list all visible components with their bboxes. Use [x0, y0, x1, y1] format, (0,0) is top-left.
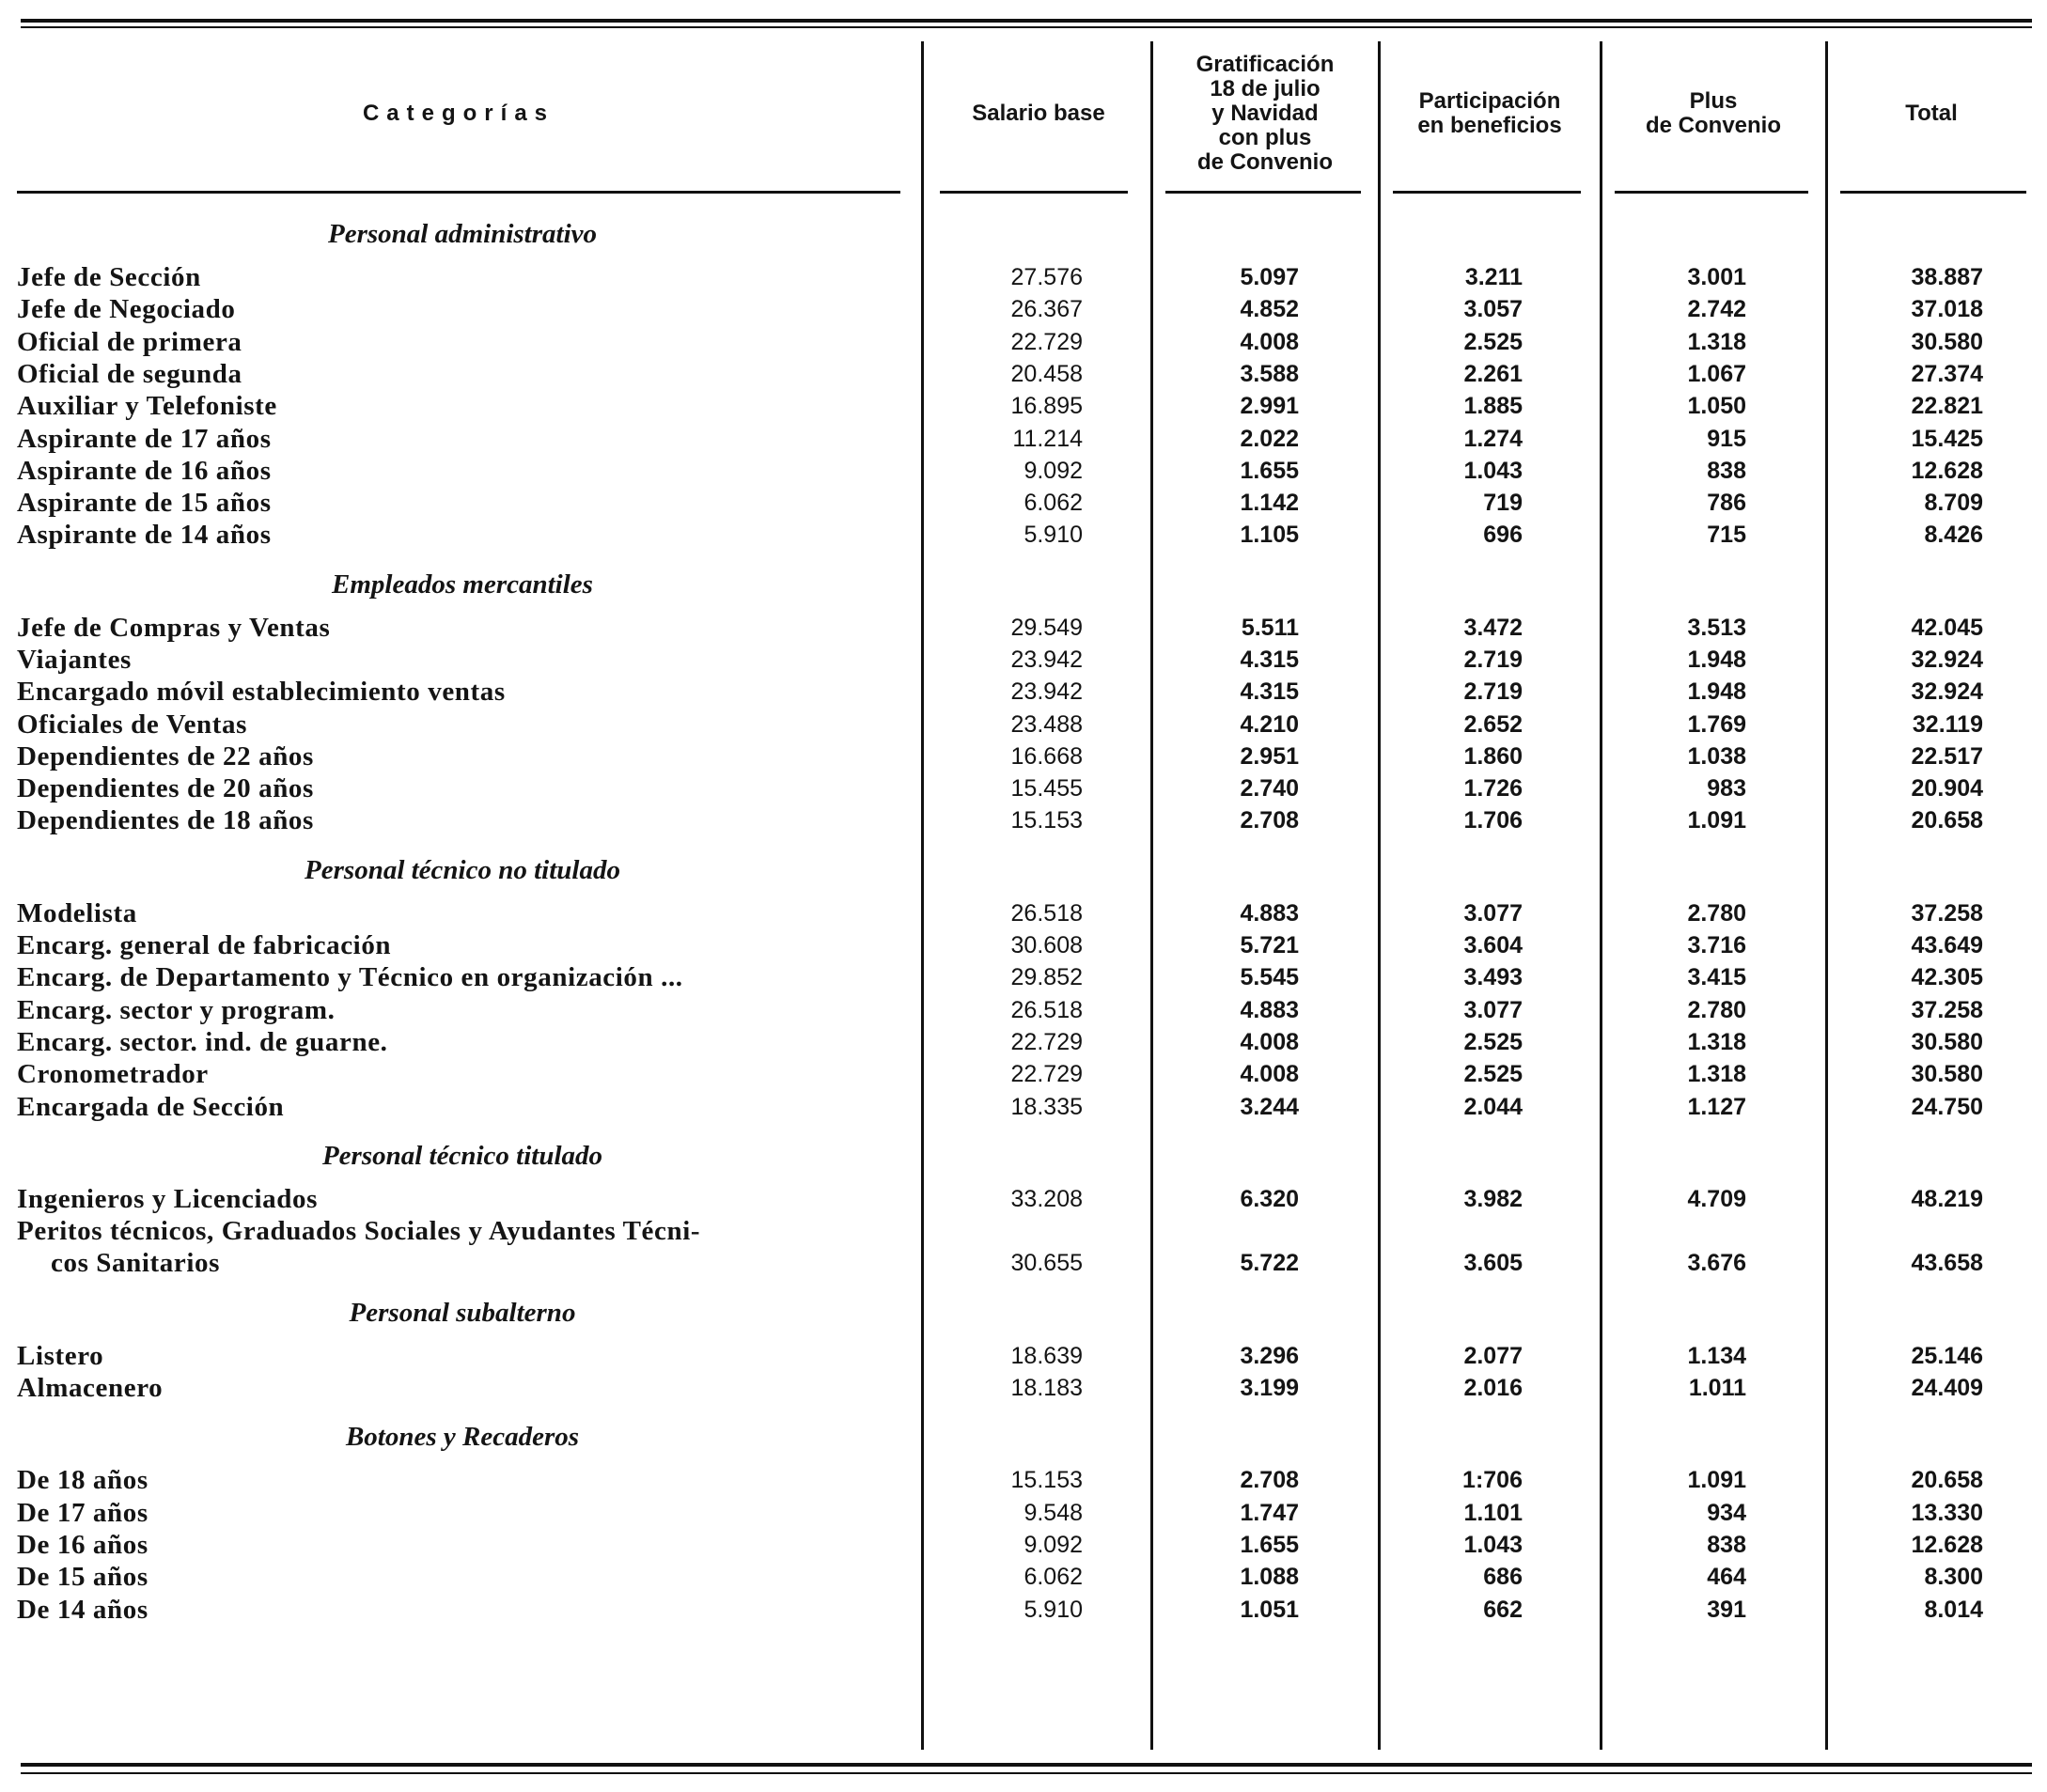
table-row [0, 1340, 2047, 1372]
category-label: Aspirante de 15 años [17, 488, 277, 518]
category-label: Viajantes [17, 645, 137, 675]
table-row [0, 261, 2047, 293]
category-cell [17, 961, 910, 993]
category-label: Peritos técnicos, Graduados Sociales y Ayudantes Técni- [17, 1216, 706, 1246]
plus-convenio-cell: 1.067 [1687, 361, 1746, 387]
participacion-cell: 2.261 [1463, 361, 1523, 387]
header-gratificacion-line: de Convenio [1196, 149, 1333, 175]
plus-convenio-cell: 3.716 [1687, 932, 1746, 958]
category-cell [17, 772, 910, 804]
category-cell [17, 1340, 910, 1372]
category-cell [17, 1529, 910, 1561]
category-label: Encarg. sector y program. [17, 995, 341, 1025]
plus-convenio-cell: 391 [1707, 1597, 1746, 1623]
category-cell [17, 929, 910, 961]
header-participacion-line: Participación [1418, 88, 1561, 114]
salario-base-cell: 15.153 [1010, 807, 1083, 834]
table-row [0, 487, 2047, 519]
participacion-cell: 3.057 [1463, 296, 1523, 322]
participacion-cell: 662 [1483, 1597, 1523, 1623]
category-label: Jefe de Negociado [17, 294, 241, 324]
salario-base-cell: 20.458 [1010, 361, 1083, 387]
gratificacion-cell: 2.022 [1240, 426, 1299, 452]
category-label: Jefe de Sección [17, 262, 207, 292]
category-label: De 17 años [17, 1498, 154, 1528]
salario-base-cell: 9.548 [1024, 1500, 1083, 1526]
participacion-cell: 3.982 [1463, 1186, 1523, 1212]
salario-base-cell: 11.214 [1012, 426, 1083, 452]
gratificacion-cell: 2.740 [1240, 775, 1299, 802]
category-cell [17, 487, 910, 519]
salario-base-cell: 23.942 [1010, 647, 1083, 673]
table-row [0, 423, 2047, 455]
plus-convenio-cell: 1.769 [1687, 711, 1746, 738]
category-cell [17, 644, 910, 676]
gratificacion-cell: 4.883 [1240, 997, 1299, 1023]
total-cell: 20.658 [1911, 807, 1983, 834]
plus-convenio-cell: 3.415 [1687, 964, 1746, 990]
category-cell [17, 326, 910, 358]
salario-base-cell: 29.852 [1010, 964, 1083, 990]
dot-leader [17, 664, 910, 667]
table-row [0, 1464, 2047, 1496]
gratificacion-cell: 2.991 [1240, 393, 1299, 419]
salario-base-cell: 9.092 [1024, 458, 1083, 484]
salario-base-cell: 26.518 [1010, 900, 1083, 927]
category-label: Auxiliar y Telefoniste [17, 391, 283, 421]
plus-convenio-cell: 1.127 [1687, 1094, 1746, 1120]
total-cell: 20.904 [1911, 775, 1983, 802]
category-label: Aspirante de 16 años [17, 456, 277, 486]
participacion-cell: 2.525 [1463, 329, 1523, 355]
total-cell: 24.409 [1911, 1375, 1983, 1401]
table-row [0, 455, 2047, 487]
participacion-cell: 1.726 [1463, 775, 1523, 802]
table-row [0, 1091, 2047, 1123]
category-cell [17, 612, 910, 644]
gratificacion-cell: 2.708 [1240, 1467, 1299, 1493]
plus-convenio-cell: 4.709 [1687, 1186, 1746, 1212]
salario-base-cell: 5.910 [1024, 1597, 1083, 1623]
salario-base-cell: 22.729 [1010, 1029, 1083, 1055]
participacion-cell: 686 [1483, 1564, 1523, 1590]
total-cell: 42.045 [1911, 615, 1983, 641]
plus-convenio-cell: 915 [1707, 426, 1746, 452]
participacion-cell: 2.044 [1463, 1094, 1523, 1120]
table-row [0, 519, 2047, 551]
section-title: Botones y Recaderos [345, 1422, 580, 1453]
gratificacion-cell: 4.315 [1240, 678, 1299, 705]
category-label: De 18 años [17, 1465, 154, 1495]
total-cell: 48.219 [1911, 1186, 1983, 1212]
plus-convenio-cell: 1.011 [1688, 1375, 1746, 1401]
plus-convenio-cell: 1.091 [1687, 1467, 1746, 1493]
header-gratificacion-line: y Navidad [1211, 101, 1319, 126]
participacion-cell: 3.077 [1463, 997, 1523, 1023]
table-row [0, 390, 2047, 422]
category-label: Oficiales de Ventas [17, 709, 253, 740]
gratificacion-cell: 1.655 [1240, 458, 1299, 484]
salario-base-cell: 23.488 [1010, 711, 1083, 738]
gratificacion-cell: 1.142 [1240, 490, 1299, 516]
category-cell [17, 519, 910, 551]
participacion-cell: 1.043 [1463, 1532, 1523, 1558]
plus-convenio-cell: 786 [1707, 490, 1746, 516]
header-plus-line: Plus [1689, 88, 1738, 114]
table-row [0, 961, 2047, 993]
plus-convenio-cell: 934 [1707, 1500, 1746, 1526]
category-cell [17, 1464, 910, 1496]
section-title: Personal administrativo [327, 219, 597, 249]
table-row [0, 804, 2047, 836]
salario-base-cell: 33.208 [1010, 1186, 1083, 1212]
category-cell [17, 804, 910, 836]
category-label: Dependientes de 18 años [17, 805, 320, 835]
salario-base-cell: 6.062 [1024, 1564, 1083, 1590]
gratificacion-cell: 5.545 [1240, 964, 1299, 990]
category-cell [17, 423, 910, 455]
category-label: Listero [17, 1341, 109, 1371]
category-cell [17, 390, 910, 422]
total-cell: 25.146 [1911, 1343, 1983, 1369]
section-title: Personal subalterno [349, 1297, 576, 1328]
total-cell: 22.517 [1911, 743, 1983, 770]
table-row [0, 1529, 2047, 1561]
gratificacion-cell: 2.708 [1240, 807, 1299, 834]
category-cell [17, 293, 910, 325]
gratificacion-cell: 5.722 [1240, 1250, 1299, 1276]
gratificacion-cell: 3.244 [1240, 1094, 1299, 1120]
header-total-label: Total [1905, 101, 1958, 126]
category-label: Dependientes de 22 años [17, 741, 320, 771]
category-cell [17, 709, 910, 740]
participacion-cell: 2.719 [1463, 647, 1523, 673]
total-cell: 32.119 [1912, 711, 1983, 738]
participacion-cell: 1:706 [1462, 1467, 1523, 1493]
category-label: Encarg. sector. ind. de guarne. [17, 1027, 394, 1057]
category-label: Aspirante de 17 años [17, 424, 277, 454]
total-cell: 32.924 [1911, 647, 1983, 673]
header-plus-line: de Convenio [1645, 113, 1781, 138]
total-cell: 8.709 [1924, 490, 1983, 516]
plus-convenio-cell: 838 [1707, 458, 1746, 484]
table-row [0, 1497, 2047, 1529]
table-row [0, 326, 2047, 358]
total-cell: 20.658 [1911, 1467, 1983, 1493]
category-cell [17, 1091, 910, 1123]
participacion-cell: 2.719 [1463, 678, 1523, 705]
gratificacion-cell: 4.852 [1240, 296, 1299, 322]
table-row [0, 358, 2047, 390]
participacion-cell: 3.211 [1464, 264, 1523, 290]
gratificacion-cell: 5.511 [1241, 615, 1299, 641]
table-row [0, 1247, 2047, 1279]
plus-convenio-cell: 2.742 [1687, 296, 1746, 322]
category-label: Modelista [17, 898, 143, 928]
gratificacion-cell: 4.315 [1240, 647, 1299, 673]
header-gratificacion-line: Gratificación [1195, 52, 1335, 77]
category-cell [17, 994, 910, 1026]
header-gratificacion-line: 18 de julio [1210, 76, 1320, 101]
category-cell [17, 1372, 910, 1404]
gratificacion-cell: 1.747 [1240, 1500, 1299, 1526]
plus-convenio-cell: 1.091 [1687, 807, 1746, 834]
total-cell: 27.374 [1911, 361, 1983, 387]
gratificacion-cell: 2.951 [1240, 743, 1299, 770]
total-cell: 38.887 [1911, 264, 1983, 290]
plus-convenio-cell: 464 [1707, 1564, 1746, 1590]
table-row [0, 1561, 2047, 1593]
category-cell [17, 1561, 910, 1593]
participacion-cell: 1.885 [1463, 393, 1523, 419]
category-cell [17, 740, 910, 772]
category-label: Oficial de primera [17, 327, 248, 357]
plus-convenio-cell: 2.780 [1687, 900, 1746, 927]
table-row [0, 644, 2047, 676]
gratificacion-cell: 4.210 [1240, 711, 1299, 738]
category-label: Dependientes de 20 años [17, 773, 320, 803]
total-cell: 42.305 [1911, 964, 1983, 990]
category-cell [17, 261, 910, 293]
gratificacion-cell: 6.320 [1240, 1186, 1299, 1212]
table-row [0, 1215, 2047, 1247]
category-label: Encargado móvil establecimiento ventas [17, 677, 511, 707]
participacion-cell: 2.525 [1463, 1029, 1523, 1055]
total-cell: 8.014 [1924, 1597, 1983, 1623]
plus-convenio-cell: 715 [1707, 522, 1746, 548]
salario-base-cell: 26.518 [1010, 997, 1083, 1023]
gratificacion-cell: 3.199 [1240, 1375, 1299, 1401]
table-row [0, 1026, 2047, 1058]
table-row [0, 1372, 2047, 1404]
total-cell: 30.580 [1911, 1061, 1983, 1087]
plus-convenio-cell: 1.948 [1687, 678, 1746, 705]
salario-base-cell: 15.455 [1010, 775, 1083, 802]
salario-base-cell: 18.335 [1010, 1094, 1083, 1120]
total-cell: 37.258 [1911, 900, 1983, 927]
gratificacion-cell: 3.296 [1240, 1343, 1299, 1369]
table-row [0, 293, 2047, 325]
header-categorias-label: Categorías [362, 101, 555, 126]
salario-base-cell: 6.062 [1024, 490, 1083, 516]
gratificacion-cell: 4.883 [1240, 900, 1299, 927]
table-row [0, 676, 2047, 708]
participacion-cell: 1.101 [1463, 1500, 1523, 1526]
dot-leader [17, 918, 910, 921]
category-label: Aspirante de 14 años [17, 520, 277, 550]
header-salario-base-label: Salario base [972, 101, 1105, 126]
salario-base-cell: 22.729 [1010, 329, 1083, 355]
plus-convenio-cell: 3.676 [1687, 1250, 1746, 1276]
total-cell: 43.649 [1911, 932, 1983, 958]
header-gratificacion-line: con plus [1218, 125, 1312, 150]
table-row [0, 740, 2047, 772]
total-cell: 13.330 [1911, 1500, 1983, 1526]
section-title: Personal técnico titulado [321, 1140, 603, 1171]
participacion-cell: 2.016 [1463, 1375, 1523, 1401]
category-label: Jefe de Compras y Ventas [17, 613, 336, 643]
participacion-cell: 2.652 [1463, 711, 1523, 738]
category-cell [17, 1247, 910, 1279]
category-label: Cronometrador [17, 1059, 214, 1089]
dot-leader [17, 1361, 910, 1363]
salario-base-cell: 5.910 [1024, 522, 1083, 548]
category-cell [17, 1058, 910, 1090]
category-cell [17, 1497, 910, 1529]
plus-convenio-cell: 2.780 [1687, 997, 1746, 1023]
table-row [0, 1594, 2047, 1626]
category-label: Encarg. general de fabricación [17, 930, 397, 960]
total-cell: 12.628 [1911, 1532, 1983, 1558]
total-cell: 37.258 [1911, 997, 1983, 1023]
salario-base-cell: 16.668 [1010, 743, 1083, 770]
gratificacion-cell: 4.008 [1240, 1029, 1299, 1055]
participacion-cell: 3.605 [1463, 1250, 1523, 1276]
plus-convenio-cell: 1.050 [1687, 393, 1746, 419]
category-label: Almacenero [17, 1373, 168, 1403]
category-cell [17, 1026, 910, 1058]
salario-base-cell: 18.639 [1010, 1343, 1083, 1369]
table-row [0, 929, 2047, 961]
table-row [0, 1058, 2047, 1090]
salario-base-cell: 15.153 [1010, 1467, 1083, 1493]
section-title: Personal técnico no titulado [305, 854, 620, 885]
category-cell [17, 1215, 910, 1247]
category-cell [17, 1594, 910, 1626]
category-label: cos Sanitarios [51, 1248, 226, 1278]
plus-convenio-cell: 1.134 [1687, 1343, 1746, 1369]
gratificacion-cell: 5.721 [1240, 932, 1299, 958]
section-title: Empleados mercantiles [332, 569, 593, 600]
total-cell: 8.300 [1924, 1564, 1983, 1590]
plus-convenio-cell: 838 [1707, 1532, 1746, 1558]
salario-base-cell: 23.942 [1010, 678, 1083, 705]
category-label: De 14 años [17, 1595, 154, 1625]
plus-convenio-cell: 983 [1707, 775, 1746, 802]
category-label: De 16 años [17, 1530, 154, 1560]
table-row [0, 709, 2047, 740]
total-cell: 30.580 [1911, 329, 1983, 355]
gratificacion-cell: 1.655 [1240, 1532, 1299, 1558]
table-row [0, 772, 2047, 804]
category-cell [17, 897, 910, 929]
category-label: Oficial de segunda [17, 359, 248, 389]
plus-convenio-cell: 1.948 [1687, 647, 1746, 673]
salario-base-cell: 16.895 [1010, 393, 1083, 419]
table-row [0, 897, 2047, 929]
participacion-cell: 2.077 [1463, 1343, 1523, 1369]
total-cell: 24.750 [1911, 1094, 1983, 1120]
category-label: Encargada de Sección [17, 1092, 289, 1122]
total-cell: 32.924 [1911, 678, 1983, 705]
gratificacion-cell: 1.105 [1240, 522, 1299, 548]
participacion-cell: 3.604 [1463, 932, 1523, 958]
total-cell: 12.628 [1911, 458, 1983, 484]
category-cell [17, 676, 910, 708]
total-cell: 8.426 [1924, 522, 1983, 548]
participacion-cell: 719 [1483, 490, 1523, 516]
participacion-cell: 1.274 [1463, 426, 1523, 452]
salario-base-cell: 22.729 [1010, 1061, 1083, 1087]
gratificacion-cell: 5.097 [1240, 264, 1299, 290]
participacion-cell: 1.043 [1463, 458, 1523, 484]
table-row [0, 994, 2047, 1026]
salario-base-cell: 26.367 [1010, 296, 1083, 322]
salario-base-cell: 30.655 [1010, 1250, 1083, 1276]
plus-convenio-cell: 1.038 [1687, 743, 1746, 770]
participacion-cell: 3.077 [1463, 900, 1523, 927]
gratificacion-cell: 1.051 [1240, 1597, 1299, 1623]
gratificacion-cell: 4.008 [1240, 1061, 1299, 1087]
participacion-cell: 3.472 [1463, 615, 1523, 641]
total-cell: 30.580 [1911, 1029, 1983, 1055]
header-participacion-line: en beneficios [1417, 113, 1562, 138]
participacion-cell: 696 [1483, 522, 1523, 548]
table-row [0, 612, 2047, 644]
salario-base-cell: 27.576 [1010, 264, 1083, 290]
plus-convenio-cell: 1.318 [1687, 329, 1746, 355]
category-cell [17, 358, 910, 390]
gratificacion-cell: 3.588 [1240, 361, 1299, 387]
total-cell: 15.425 [1911, 426, 1983, 452]
category-label: Ingenieros y Licenciados [17, 1184, 323, 1214]
plus-convenio-cell: 3.513 [1687, 615, 1746, 641]
gratificacion-cell: 4.008 [1240, 329, 1299, 355]
plus-convenio-cell: 1.318 [1687, 1029, 1746, 1055]
participacion-cell: 1.860 [1463, 743, 1523, 770]
plus-convenio-cell: 1.318 [1687, 1061, 1746, 1087]
participacion-cell: 2.525 [1463, 1061, 1523, 1087]
category-cell [17, 455, 910, 487]
table-row [0, 1183, 2047, 1215]
category-cell [17, 1183, 910, 1215]
salario-base-cell: 29.549 [1010, 615, 1083, 641]
gratificacion-cell: 1.088 [1240, 1564, 1299, 1590]
total-cell: 43.658 [1911, 1250, 1983, 1276]
salario-base-cell: 9.092 [1024, 1532, 1083, 1558]
total-cell: 37.018 [1911, 296, 1983, 322]
participacion-cell: 3.493 [1463, 964, 1523, 990]
category-label: Encarg. de Departamento y Técnico en organización ... [17, 962, 689, 992]
plus-convenio-cell: 3.001 [1687, 264, 1746, 290]
salario-base-cell: 30.608 [1010, 932, 1083, 958]
salario-base-cell: 18.183 [1010, 1375, 1083, 1401]
participacion-cell: 1.706 [1463, 807, 1523, 834]
total-cell: 22.821 [1911, 393, 1983, 419]
category-label: De 15 años [17, 1562, 154, 1592]
